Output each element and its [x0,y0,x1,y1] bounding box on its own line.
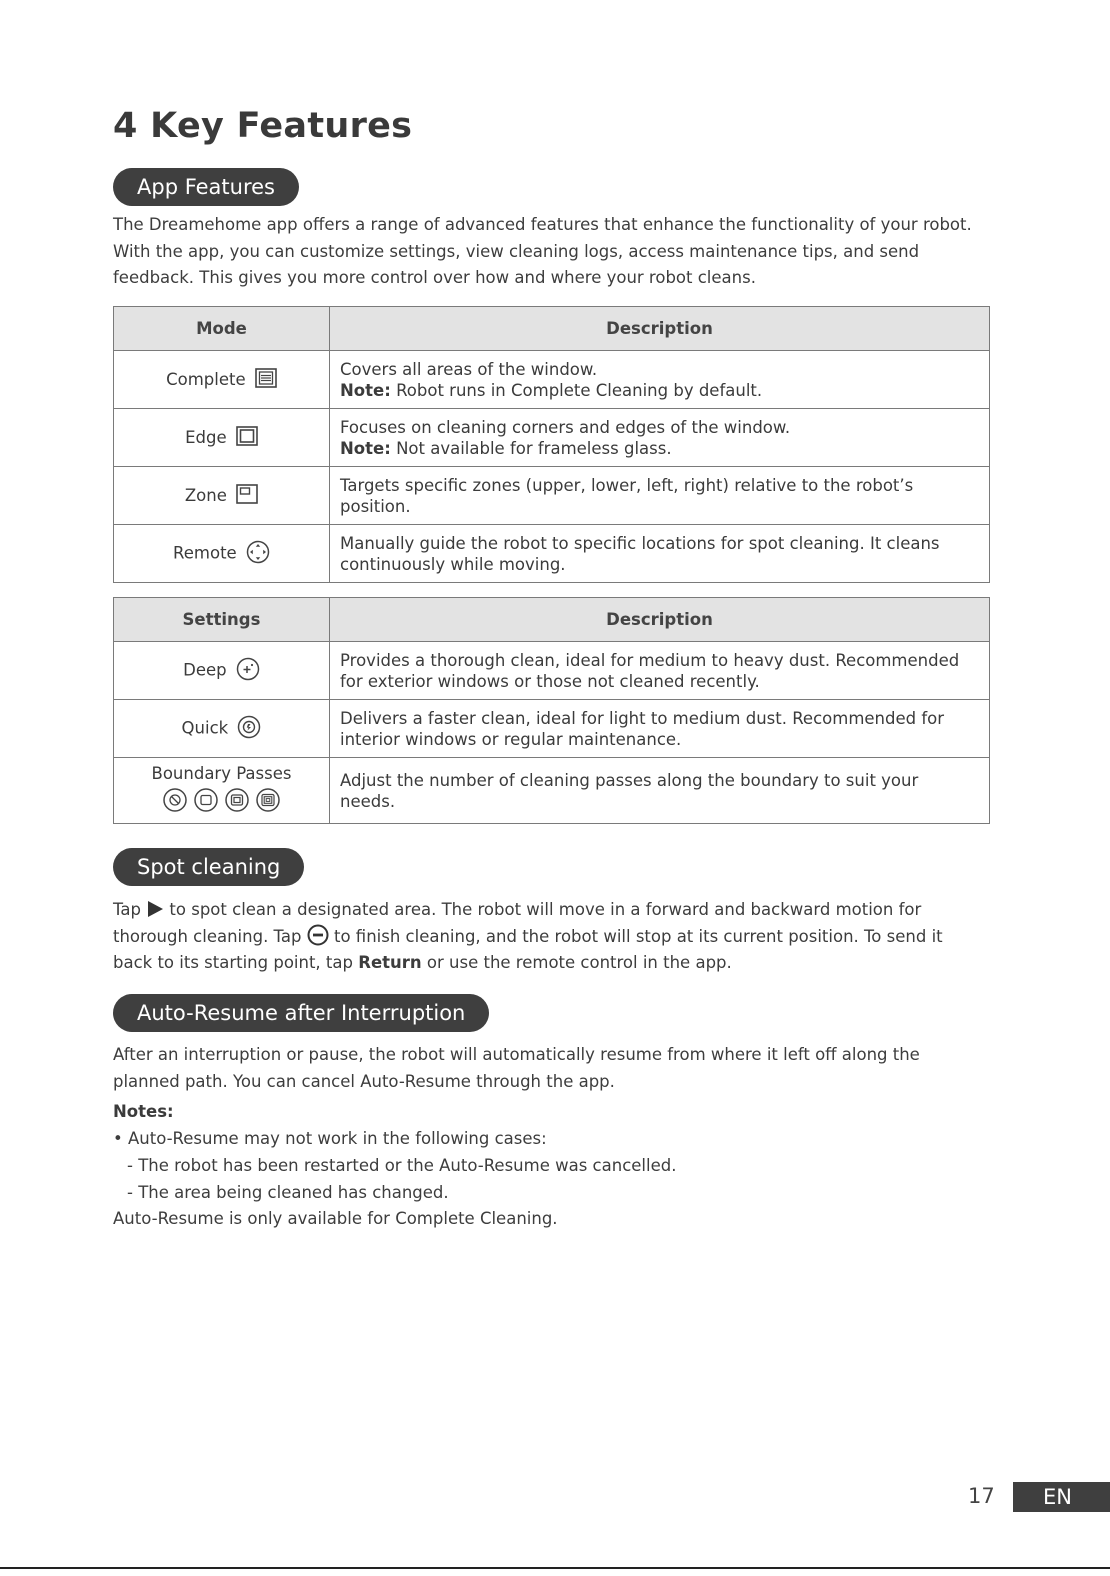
language-tab: EN [1013,1482,1110,1512]
description-text: Targets specific zones (upper, lower, left, right) relative to the robot’s position. [340,475,914,516]
description-cell [330,409,990,467]
remote-mode-icon [246,540,270,564]
table-row [114,758,990,824]
table-row [114,351,990,409]
quick-icon [237,715,261,739]
table-row [114,409,990,467]
note-line [340,380,977,401]
section-heading-auto-resume: Auto-Resume after Interruption [113,994,489,1032]
setting-cell [114,700,330,758]
mode-header: Mode [114,307,330,351]
description-text: Delivers a faster clean, ideal for light to medium dust. Recommended for interior windows or regular maintenance. [340,708,945,749]
spot-text-4: or use the remote control in the app. [421,953,732,972]
note-text: Not available for frameless glass. [390,438,672,458]
page-number: 17 [968,1484,995,1508]
section-heading-app-features: App Features [113,168,299,206]
description-cell [330,525,990,583]
setting-name: Boundary Passes [151,764,292,783]
boundary-pass-off-icon [162,787,188,813]
note-label: Note: [340,380,391,400]
mode-name: Zone [184,485,227,505]
notes-heading: Notes: [113,1102,174,1121]
setting-name: Deep [183,660,227,679]
description-text: Manually guide the robot to specific locations for spot cleaning. It cleans continuously while moving. [340,533,940,574]
description-header: Description [330,307,990,351]
note-text: Robot runs in Complete Cleaning by default. [390,380,763,400]
notes-footer: Auto-Resume is only available for Complete Cleaning. [113,1209,558,1228]
description-text: Provides a thorough clean, ideal for medium to heavy dust. Recommended for exterior windows or those not cleaned recently. [340,650,960,691]
description-cell [330,642,990,700]
deep-icon [236,657,260,681]
description-text: Adjust the number of cleaning passes along the boundary to suit your needs. [340,770,919,811]
mode-name: Complete [166,369,246,389]
description-cell [330,700,990,758]
setting-name: Quick [181,718,229,737]
notes-sub-item: - The area being cleaned has changed. [127,1183,449,1202]
mode-table [113,306,990,583]
table-row [114,642,990,700]
spot-cleaning-text [113,897,973,977]
notes-sub-item: - The robot has been restarted or the Auto-Resume was cancelled. [127,1156,677,1175]
stop-circle-icon [307,924,329,946]
mode-name: Remote [173,543,237,562]
bottom-rule [0,1567,1110,1569]
settings-header: Settings [114,598,330,642]
note-line [340,438,977,459]
note-label: Note: [340,438,391,458]
description-cell [330,351,990,409]
play-icon [146,900,164,918]
complete-mode-icon [255,368,277,388]
settings-table [113,597,990,824]
boundary-pass-one-icon [193,787,219,813]
mode-name: Edge [185,427,227,447]
table-row [114,525,990,583]
table-row [114,467,990,525]
zone-mode-icon [236,484,258,504]
boundary-pass-two-icon [224,787,250,813]
mode-cell [114,409,330,467]
table-row [114,700,990,758]
return-label: Return [358,953,422,972]
edge-mode-icon [236,426,258,446]
description-header: Description [330,598,990,642]
section-heading-spot-cleaning: Spot cleaning [113,848,304,886]
description-text: Focuses on cleaning corners and edges of the window. [340,417,791,437]
mode-cell [114,351,330,409]
spot-text-2: to spot clean a designated area. The robot will move in a forward and backward motion for thorough cleaning. Tap [113,900,922,946]
notes-bullet: • Auto-Resume may not work in the following cases: [113,1129,547,1148]
mode-cell [114,525,330,583]
mode-cell [114,467,330,525]
setting-cell [114,758,330,824]
mode-table-header [114,307,990,351]
boundary-passes-icons [114,787,329,818]
spot-text-3: to finish cleaning, and the robot will stop at its current position. To send it back to its starting point, tap [113,926,943,972]
description-cell [330,758,990,824]
spot-text-1: Tap [113,900,141,919]
setting-cell [114,642,330,700]
page-title: 4 Key Features [113,106,413,146]
boundary-pass-three-icon [255,787,281,813]
settings-table-header [114,598,990,642]
description-text: Covers all areas of the window. [340,359,598,379]
description-cell [330,467,990,525]
auto-resume-intro: After an interruption or pause, the robot will automatically resume from where it left off along the planned path. You can cancel Auto-Resume through the app. [113,1045,920,1091]
app-features-intro: The Dreamehome app offers a range of advanced features that enhance the functionality of your robot. With the app, you can customize settings, view cleaning logs, access maintenance tips, and send feedback. This gives you more control over how and where your robot cleans. [113,215,972,287]
